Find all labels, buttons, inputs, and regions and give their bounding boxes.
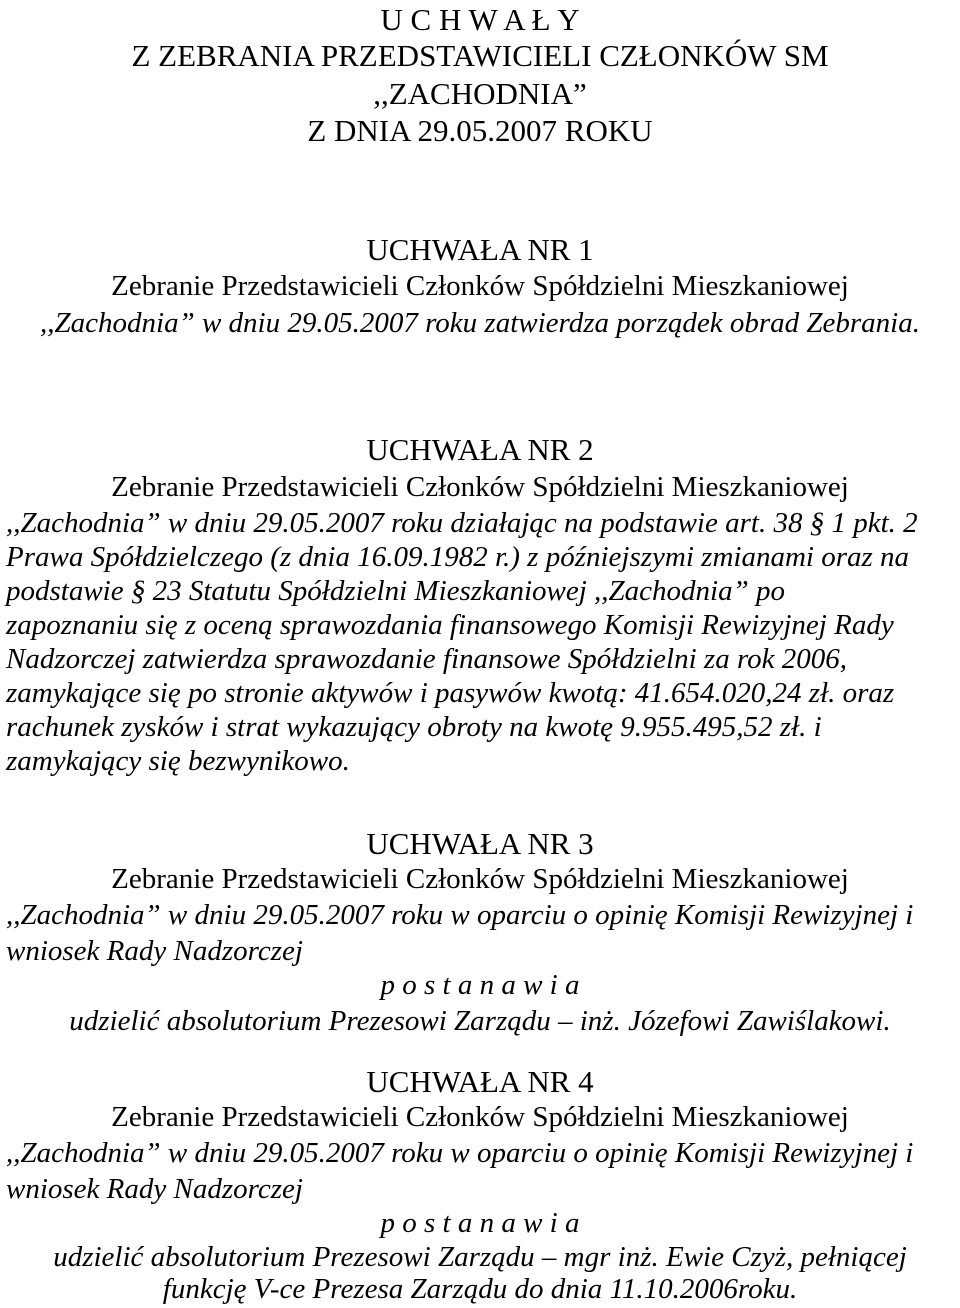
resolution-2-line3: podstawie § 23 Statutu Spółdzielni Mieszkaniowej ,,Zachodnia” po [6, 575, 785, 607]
doc-subtitle-line2: ,,ZACHODNIA” [373, 76, 587, 111]
resolution-2-line4: zapoznaniu się z oceną sprawozdania finansowego Komisji Rewizyjnej Rady [6, 609, 894, 641]
resolution-3-line1: ,,Zachodnia” w dniu 29.05.2007 roku w oparciu o opinię Komisji Rewizyjnej i [6, 899, 914, 931]
resolution-2-line2: Prawa Spółdzielczego (z dnia 16.09.1982 r.) z późniejszymi zmianami oraz na [6, 541, 910, 573]
resolution-2-line7: rachunek zysków i strat wykazujący obroty na kwotę 9.955.495,52 zł. i [6, 711, 822, 743]
doc-date-line: Z DNIA 29.05.2007 ROKU [307, 113, 653, 148]
resolution-2-line8: zamykający się bezwynikowo. [6, 745, 350, 777]
resolution-3-title: UCHWAŁA NR 3 [366, 826, 594, 861]
doc-title: U C H W A Ł Y [380, 2, 580, 37]
resolution-2-title: UCHWAŁA NR 2 [366, 432, 594, 467]
resolution-2-intro: Zebranie Przedstawicieli Członków Spółdzielni Mieszkaniowej [111, 471, 849, 503]
resolution-3-line2: wniosek Rady Nadzorczej [6, 935, 303, 967]
resolution-4-outcome-line2: funkcję V-ce Prezesa Zarządu do dnia 11.10.2006roku. [162, 1273, 798, 1305]
resolution-1-text: ,,Zachodnia” w dniu 29.05.2007 roku zatwierdza porządek obrad Zebrania. [40, 307, 920, 339]
resolution-3-intro: Zebranie Przedstawicieli Członków Spółdzielni Mieszkaniowej [111, 863, 849, 895]
resolution-1-intro: Zebranie Przedstawicieli Członków Spółdzielni Mieszkaniowej [111, 270, 849, 302]
resolution-3-outcome: udzielić absolutorium Prezesowi Zarządu – inż. Józefowi Zawiślakowi. [69, 1005, 891, 1037]
resolution-4-line2: wniosek Rady Nadzorczej [6, 1173, 303, 1205]
resolution-2-line6: zamykające się po stronie aktywów i pasywów kwotą: 41.654.020,24 zł. oraz [6, 677, 895, 709]
resolution-4-outcome-line1: udzielić absolutorium Prezesowi Zarządu – mgr inż. Ewie Czyż, pełniącej [53, 1241, 907, 1273]
doc-subtitle-line1: Z ZEBRANIA PRZEDSTAWICIELI CZŁONKÓW SM [131, 38, 829, 73]
resolution-4-intro: Zebranie Przedstawicieli Członków Spółdzielni Mieszkaniowej [111, 1101, 849, 1133]
resolution-2-line1: ,,Zachodnia” w dniu 29.05.2007 roku działając na podstawie art. 38 § 1 pkt. 2 [6, 507, 918, 539]
resolution-3-decision: p o s t a n a w i a [380, 969, 580, 1001]
resolution-4-decision: p o s t a n a w i a [380, 1207, 580, 1239]
resolution-1-title: UCHWAŁA NR 1 [366, 232, 594, 267]
resolution-4-title: UCHWAŁA NR 4 [366, 1064, 594, 1099]
resolution-4-line1: ,,Zachodnia” w dniu 29.05.2007 roku w oparciu o opinię Komisji Rewizyjnej i [6, 1137, 914, 1169]
resolution-2-line5: Nadzorczej zatwierdza sprawozdanie finansowe Spółdzielni za rok 2006, [6, 643, 848, 675]
